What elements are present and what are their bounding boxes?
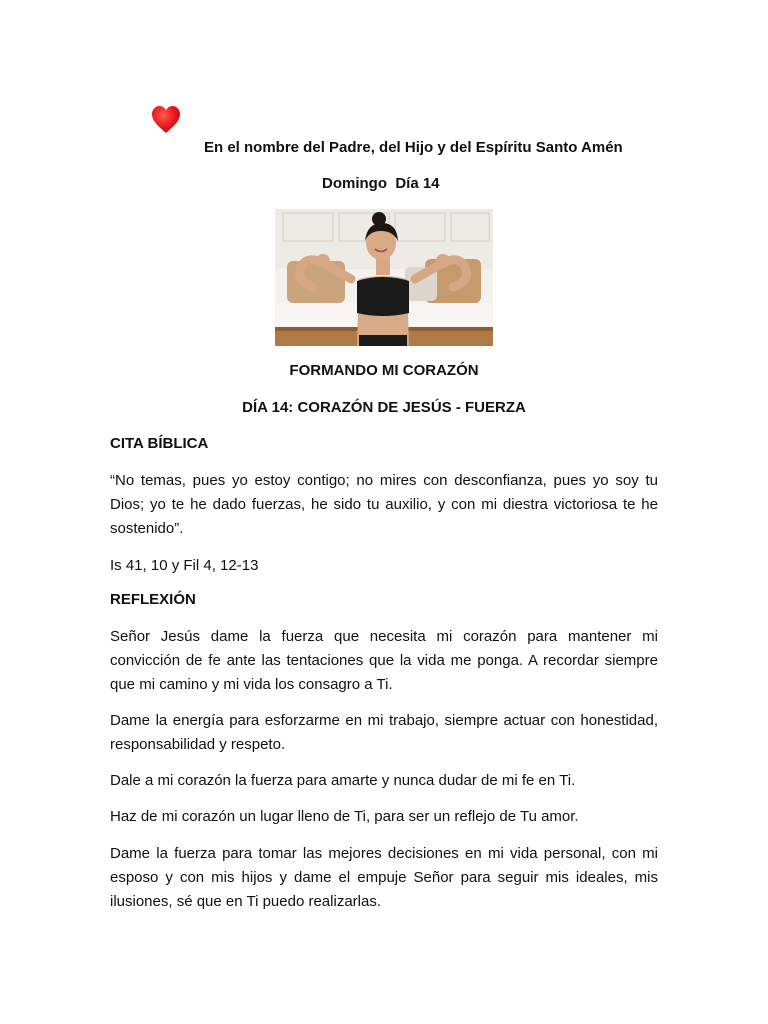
sub-title: DÍA 14: CORAZÓN DE JESÚS - FUERZA (242, 399, 526, 416)
reflexion-paragraph: Dame la fuerza para tomar las mejores decisiones en mi vida personal, con mi esposo y con mis hijos y dame el empuje Señor para seguir mis ideales, mis ilusiones, sé que en Ti puedo realizarlas. (110, 845, 658, 910)
reflexion-paragraph: Haz de mi corazón un lugar lleno de Ti, para ser un reflejo de Tu amor. (110, 808, 579, 825)
invocation-text: En el nombre del Padre, del Hijo y del Espíritu Santo Amén (204, 139, 623, 156)
heart-icon (150, 104, 182, 136)
reflexion-paragraph: Dame la energía para esforzarme en mi trabajo, siempre actuar con honestidad, responsabilidad y respeto. (110, 712, 658, 753)
reflexion-paragraph: Dale a mi corazón la fuerza para amarte y nunca dudar de mi fe en Ti. (110, 772, 576, 789)
woman-flexing-photo (275, 209, 493, 346)
day-line: Domingo Día 14 (322, 175, 440, 192)
main-title: FORMANDO MI CORAZÓN (289, 362, 479, 379)
reflexion-paragraph: Señor Jesús dame la fuerza que necesita mi corazón para mantener mi convicción de fe ante las tentaciones que la vida me ponga. A recordar siempre que mi camino y mi vida los consagro a Ti. (110, 628, 658, 693)
cita-label: CITA BÍBLICA (110, 435, 209, 452)
bible-quote: “No temas, pues yo estoy contigo; no mires con desconfianza, pues yo soy tu Dios; yo te he dado fuerzas, he sido tu auxilio, y con mi diestra victoriosa te he sostenido”. (110, 472, 658, 537)
bible-reference: Is 41, 10 y Fil 4, 12-13 (110, 557, 259, 574)
reflexion-label: REFLEXIÓN (110, 591, 196, 608)
